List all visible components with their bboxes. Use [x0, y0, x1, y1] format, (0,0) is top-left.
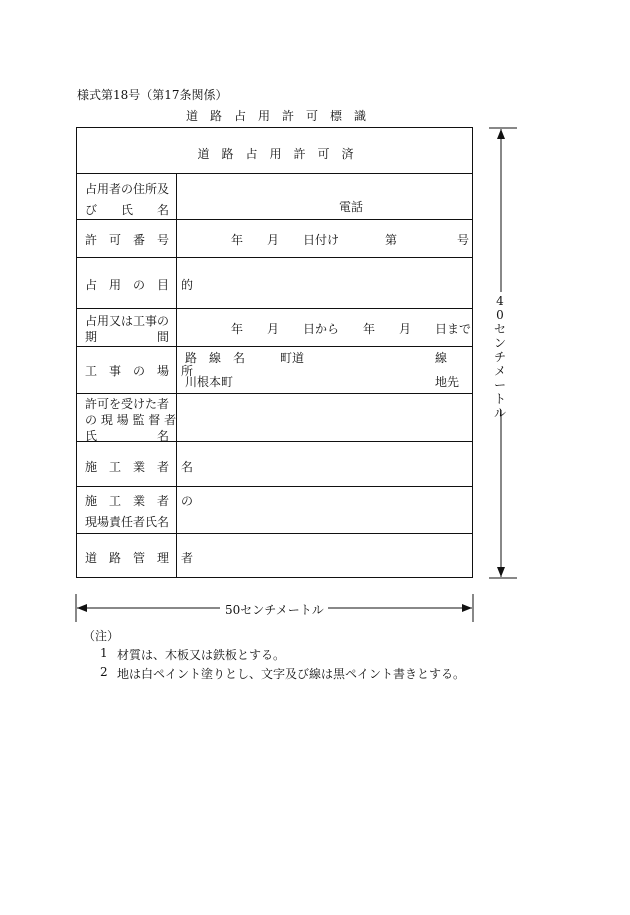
row-divider: [77, 308, 472, 309]
permit-dai-label: 第: [385, 233, 398, 247]
height-dimension-label: 40センチメートル: [493, 294, 506, 420]
period-to: 年 月 日まで: [363, 322, 472, 336]
width-dimension-label: 50センチメートル: [225, 603, 324, 617]
site-lot-label: 地先: [435, 375, 460, 389]
period-label-line2: 期 間: [85, 330, 170, 344]
period-from: 年 月 日から: [231, 322, 340, 336]
supervisor-label-line3: 氏 名: [85, 429, 170, 443]
sign-heading: 道 路 占 用 許 可 済: [197, 147, 354, 161]
occupant-label-line1: 占用者の住所及: [85, 182, 170, 196]
site-place: 川根本町: [185, 375, 234, 389]
row-divider: [77, 219, 472, 220]
permit-go-label: 号: [457, 233, 470, 247]
occupant-label-line2: び 氏 名: [85, 203, 170, 217]
form-number: 様式第18号（第17条関係）: [77, 88, 228, 102]
row-divider: [77, 486, 472, 487]
supervisor-label-line1: 許可を受けた者: [85, 397, 170, 411]
purpose-label: 占 用 の 目 的: [85, 278, 194, 292]
site-manager-label-line1: 施 工 業 者 の: [85, 494, 194, 508]
period-label-line1: 占用又は工事の: [85, 314, 170, 328]
row-divider: [77, 533, 472, 534]
permit-number-label: 許 可 番 号: [85, 233, 170, 247]
row-divider: [77, 173, 472, 174]
permit-date-label: 日付け: [303, 233, 340, 247]
route-name-label: 路 線 名: [185, 351, 246, 365]
note-text: 材質は、木板又は鉄板とする。: [117, 648, 286, 662]
notes-heading: （注）: [83, 629, 120, 643]
supervisor-label-line2: の 現 場 監 督 者: [85, 413, 177, 427]
note-number: 2: [100, 665, 108, 679]
site-label: 工 事 の 場 所: [85, 364, 194, 378]
phone-label: 電話: [339, 200, 364, 214]
permit-year-label: 年: [231, 233, 244, 247]
note-text: 地は白ペイント塗りとし、文字及び線は黒ペイント書きとする。: [117, 667, 466, 681]
row-divider: [77, 346, 472, 347]
row-divider: [77, 393, 472, 394]
permit-month-label: 月: [267, 233, 280, 247]
site-manager-label-line2: 現場責任者氏名: [85, 515, 170, 529]
route-town-label: 町道: [280, 351, 305, 365]
route-line-label: 線: [435, 351, 448, 365]
permit-sign-table: [76, 127, 473, 578]
road-administrator-label: 道 路 管 理 者: [85, 551, 194, 565]
row-divider: [77, 257, 472, 258]
sign-title: 道 路 占 用 許 可 標 識: [186, 109, 367, 123]
note-number: 1: [100, 646, 108, 660]
contractor-label: 施 工 業 者 名: [85, 460, 194, 474]
